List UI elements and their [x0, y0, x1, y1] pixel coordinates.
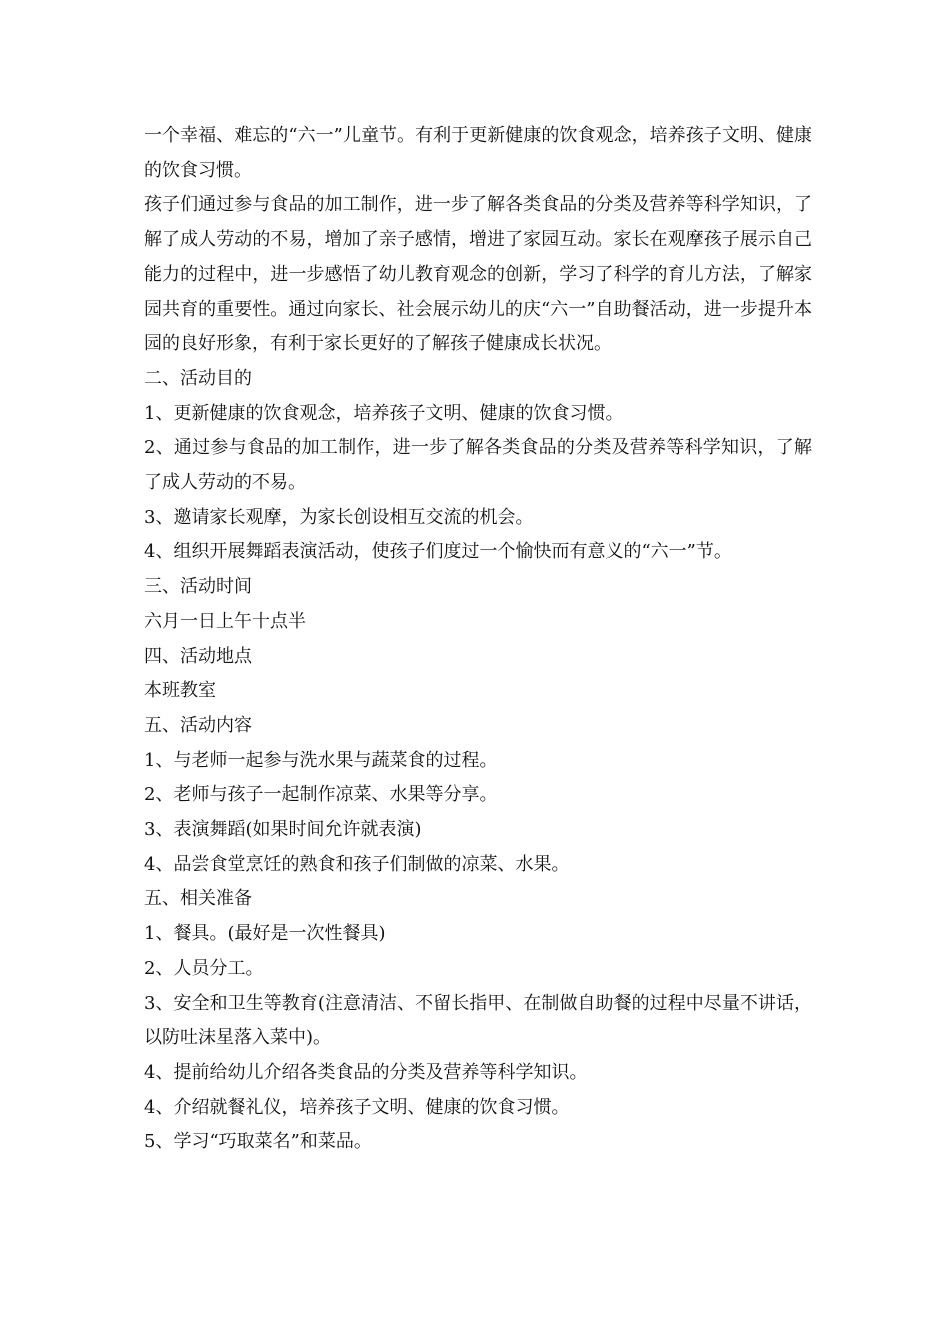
- section-heading-content: 五、活动内容: [144, 714, 252, 736]
- paragraph-intro-end: 一个幸福、难忘的“六一”儿童节。有利于更新健康的饮食观念，培养孩子文明、健康的饮食习惯。: [144, 125, 812, 181]
- list-item: 4、介绍就餐礼仪，培养孩子文明、健康的饮食习惯。: [144, 1096, 570, 1118]
- list-item: 2、人员分工。: [144, 957, 264, 979]
- list-item: 2、老师与孩子一起制作凉菜、水果等分享。: [144, 784, 498, 806]
- list-item: 1、与老师一起参与洗水果与蔬菜食的过程。: [144, 749, 498, 771]
- list-item: 3、安全和卫生等教育(注意清洁、不留长指甲、在制做自助餐的过程中尽量不讲话，以防吐沫星落入菜中)。: [144, 992, 812, 1049]
- list-item: 1、更新健康的饮食观念，培养孩子文明、健康的饮食习惯。: [144, 402, 624, 424]
- list-item: 2、通过参与食品的加工制作，进一步了解各类食品的分类及营养等科学知识，了解了成人劳动的不易。: [144, 437, 812, 494]
- list-item: 3、表演舞蹈(如果时间允许就表演): [144, 819, 422, 841]
- list-item: 4、品尝食堂烹饪的熟食和孩子们制做的凉菜、水果。: [144, 853, 570, 875]
- list-item: 1、餐具。(最好是一次性餐具): [144, 923, 386, 945]
- section-heading-preparation: 五、相关准备: [144, 888, 252, 910]
- list-item: 4、提前给幼儿介绍各类食品的分类及营养等科学知识。: [144, 1061, 588, 1083]
- list-item: 3、邀请家长观摩，为家长创设相互交流的机会。: [144, 506, 534, 528]
- list-item: 5、学习“巧取菜名”和菜品。: [144, 1131, 372, 1153]
- section-heading-time: 三、活动时间: [144, 576, 252, 598]
- list-item: 4、组织开展舞蹈表演活动，使孩子们度过一个愉快而有意义的“六一”节。: [144, 541, 732, 563]
- section-heading-location: 四、活动地点: [144, 645, 252, 667]
- section-heading-goals: 二、活动目的: [144, 367, 252, 389]
- document-body: [144, 119, 812, 1160]
- paragraph-benefits: 孩子们通过参与食品的加工制作，进一步了解各类食品的分类及营养等科学知识，了解了成人劳动的不易，增加了亲子感情，增进了家园互动。家长在观摩孩子展示自己能力的过程中，进一步感悟了幼儿教育观念的创新，学习了科学的育儿方法，了解家园共育的重要性。通过向家长、社会展示幼儿的庆“六一”自助餐活动，进一步提升本园的良好形象，有利于家长更好的了解孩子健康成长状况。: [144, 194, 812, 355]
- activity-location: 本班教室: [144, 680, 216, 702]
- activity-time: 六月一日上午十点半: [144, 610, 306, 632]
